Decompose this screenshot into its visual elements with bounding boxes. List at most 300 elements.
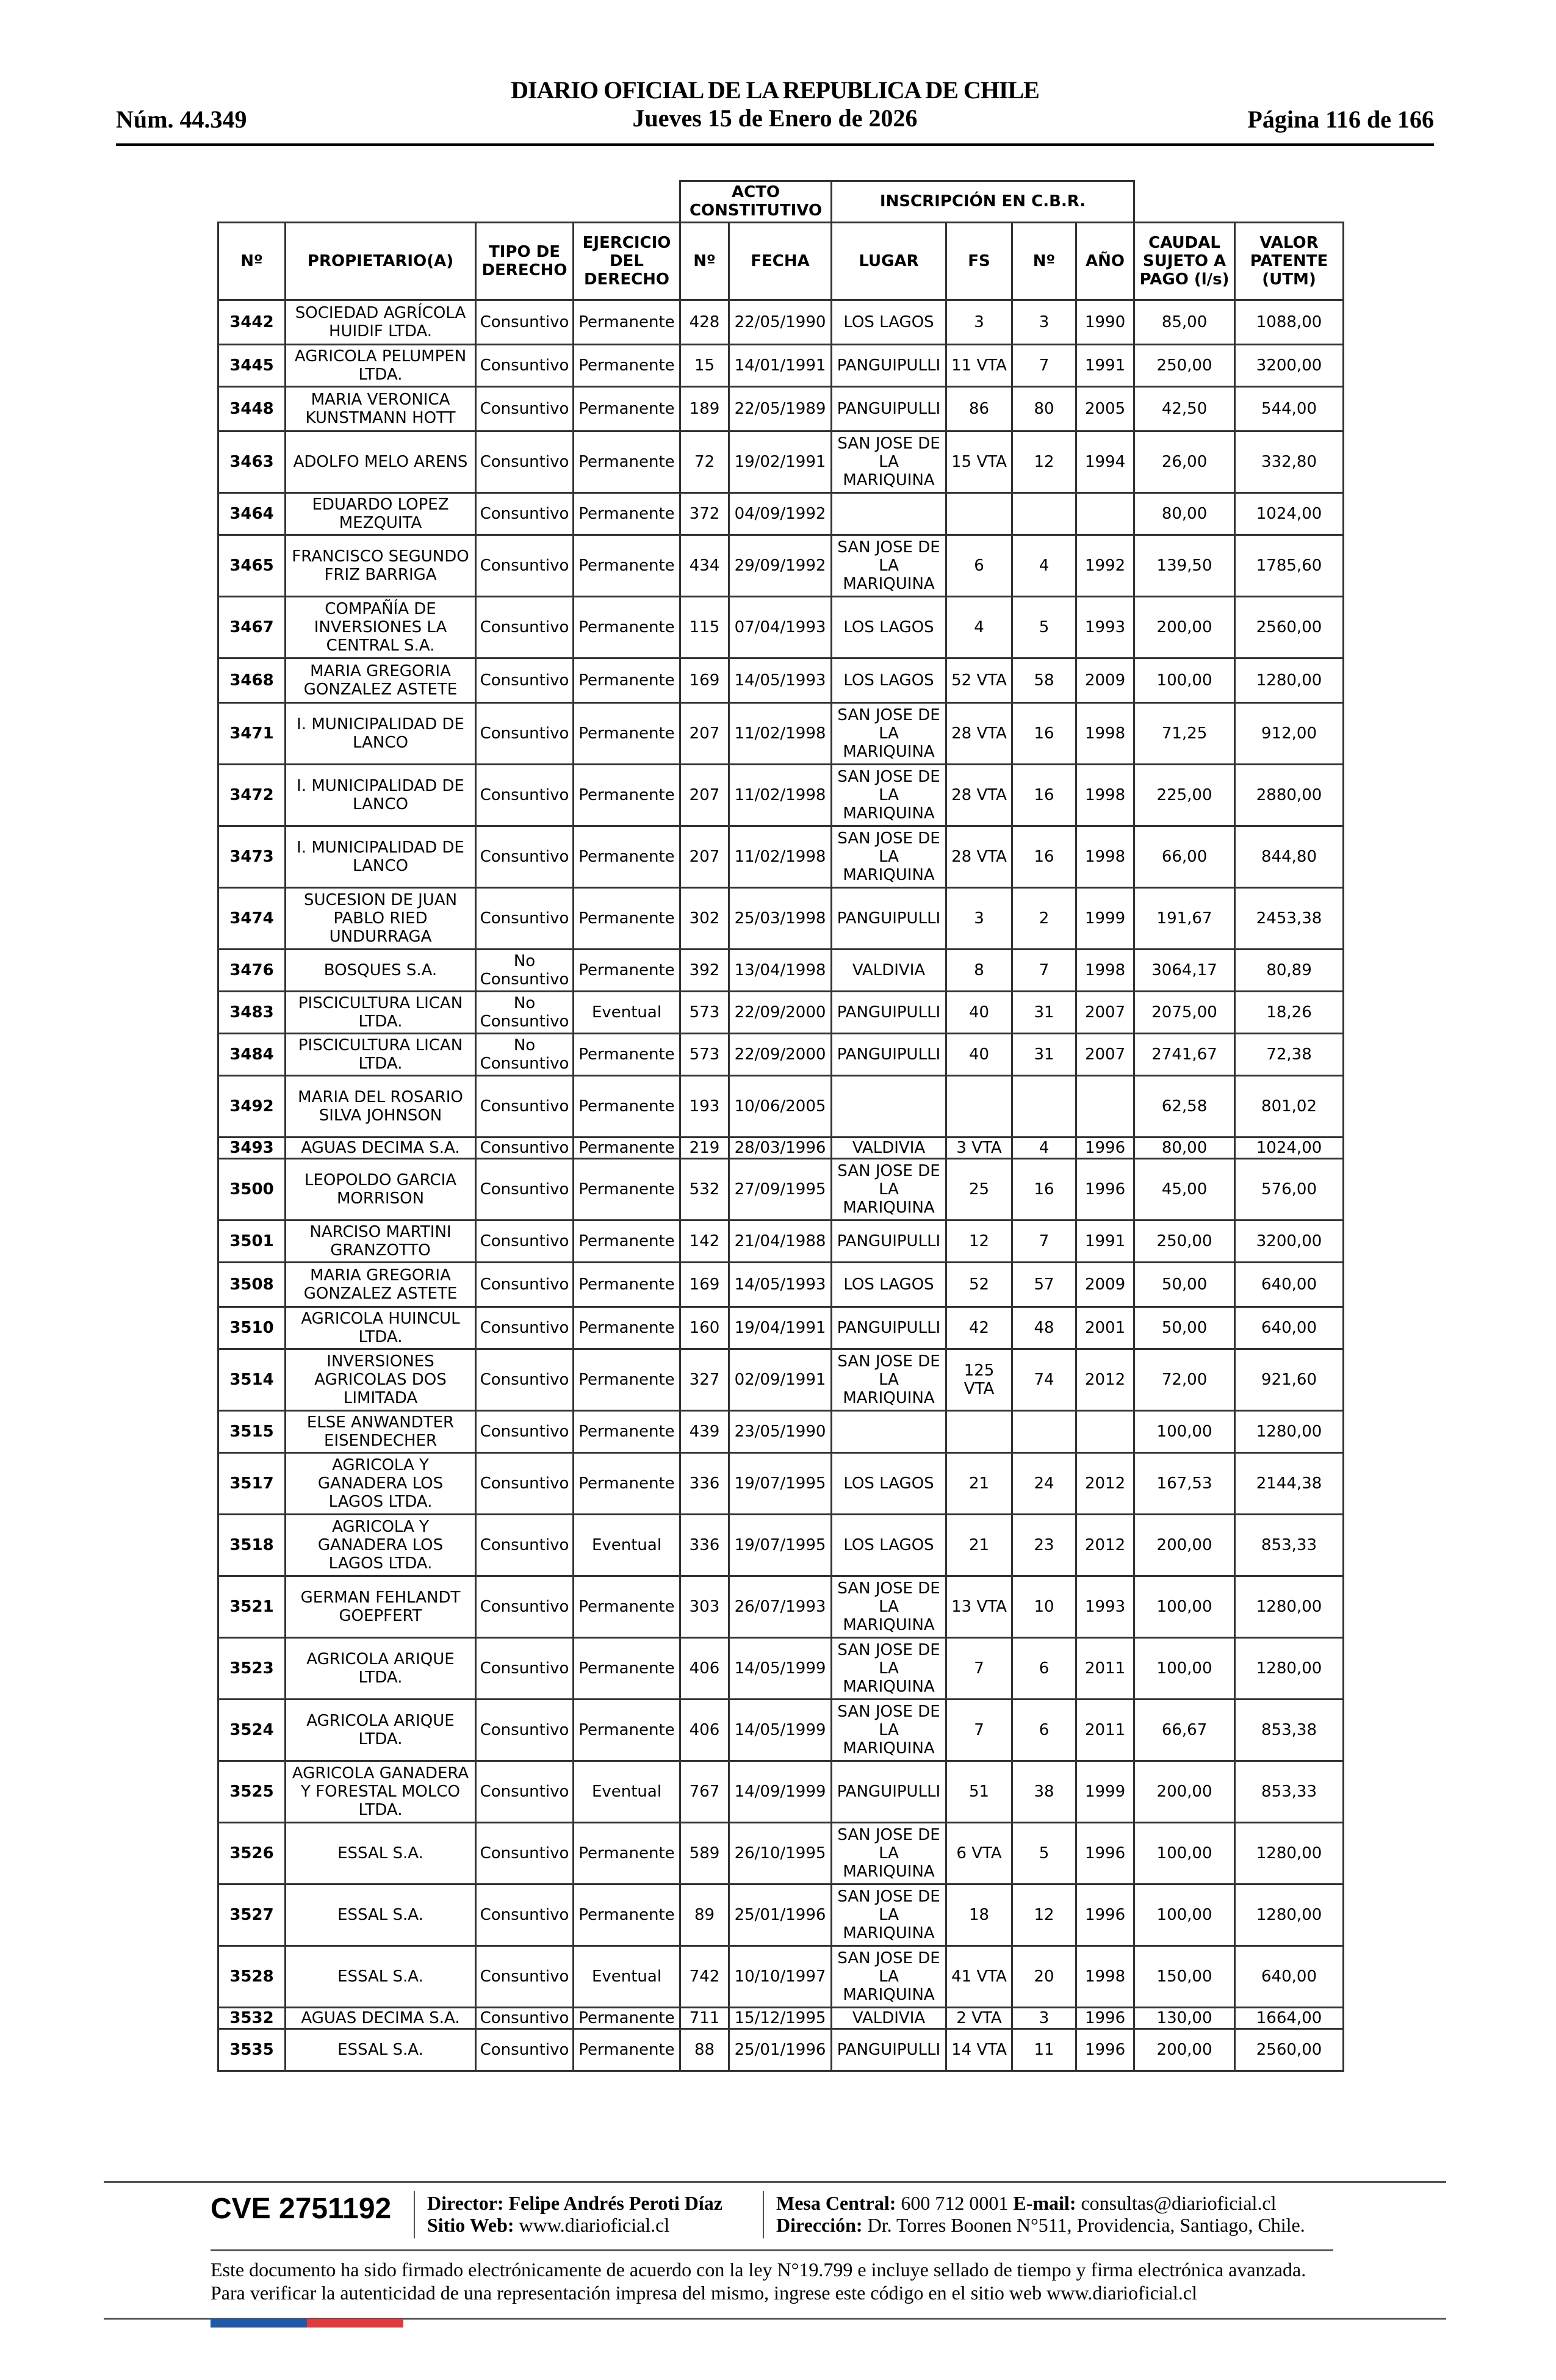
cell-lugar: SAN JOSE DE LA MARIQUINA	[832, 1822, 946, 1884]
cell-anio: 1992	[1076, 535, 1134, 596]
cell-caudal: 100,00	[1134, 1822, 1235, 1884]
flag-stripe-blue	[211, 2319, 307, 2328]
cell-fecha: 11/02/1998	[729, 764, 832, 826]
cell-propietario: I. MUNICIPALIDAD DE LANCO	[286, 702, 476, 764]
cell-anio: 1996	[1076, 2028, 1134, 2071]
cell-fs: 42	[946, 1307, 1012, 1349]
cell-row-num: 3483	[218, 991, 286, 1033]
cell-caudal: 250,00	[1134, 344, 1235, 386]
cell-fs: 14 VTA	[946, 2028, 1012, 2071]
cell-cbr-num: 4	[1012, 535, 1076, 596]
cell-caudal: 100,00	[1134, 658, 1235, 702]
cve-code: CVE 2751192	[211, 2193, 392, 2225]
cell-fecha: 29/09/1992	[729, 535, 832, 596]
cell-fecha: 14/05/1999	[729, 1637, 832, 1699]
cell-lugar: SAN JOSE DE LA MARIQUINA	[832, 1349, 946, 1410]
table-row	[218, 1884, 1344, 1945]
cell-valor: 640,00	[1235, 1307, 1344, 1349]
cell-propietario: ELSE ANWANDTER EISENDECHER	[286, 1410, 476, 1452]
cell-tipo-derecho: Consuntivo	[476, 1699, 574, 1761]
cell-lugar: LOS LAGOS	[832, 1514, 946, 1576]
cell-caudal: 66,67	[1134, 1699, 1235, 1761]
cell-anio: 1998	[1076, 1945, 1134, 2007]
cell-cbr-num: 58	[1012, 658, 1076, 702]
header-inscripcion-cbr: INSCRIPCIÓN EN C.B.R.	[832, 181, 1134, 223]
cell-fs: 52 VTA	[946, 658, 1012, 702]
cell-lugar: LOS LAGOS	[832, 1452, 946, 1514]
cell-anio: 1998	[1076, 949, 1134, 991]
cell-acto-num: 189	[680, 386, 729, 431]
cell-ejercicio: Permanente	[574, 1220, 680, 1262]
cell-fs: 6 VTA	[946, 1822, 1012, 1884]
cell-anio: 2012	[1076, 1349, 1134, 1410]
cell-row-num: 3508	[218, 1262, 286, 1307]
cell-lugar: SAN JOSE DE LA MARIQUINA	[832, 1884, 946, 1945]
cell-valor: 1088,00	[1235, 300, 1344, 344]
cell-ejercicio: Permanente	[574, 596, 680, 658]
cell-anio: 1993	[1076, 596, 1134, 658]
legal-notice: Este documento ha sido firmado electrónicamente de acuerdo con la ley N°19.799 e incluye sellado de tiempo y firma electrónica avanzada. Para verificar la autenticidad de una representación impresa del mismo, ingrese este código en el sitio web www.diarioficial.cl	[211, 2259, 1306, 2304]
cell-ejercicio: Eventual	[574, 1514, 680, 1576]
cell-caudal: 80,00	[1134, 1137, 1235, 1158]
col-header-anio: AÑO	[1076, 222, 1134, 300]
cell-lugar: PANGUIPULLI	[832, 1033, 946, 1075]
cell-acto-num: 392	[680, 949, 729, 991]
cell-tipo-derecho: Consuntivo	[476, 702, 574, 764]
cell-anio: 2009	[1076, 1262, 1134, 1307]
cell-caudal: 167,53	[1134, 1452, 1235, 1514]
cell-caudal: 45,00	[1134, 1158, 1235, 1220]
table-row	[218, 949, 1344, 991]
table-row	[218, 1576, 1344, 1637]
cell-cbr-num: 16	[1012, 826, 1076, 887]
table-row	[218, 1262, 1344, 1307]
table-row	[218, 702, 1344, 764]
cell-propietario: LEOPOLDO GARCIA MORRISON	[286, 1158, 476, 1220]
cell-caudal: 139,50	[1134, 535, 1235, 596]
cell-tipo-derecho: Consuntivo	[476, 535, 574, 596]
cell-anio: 1996	[1076, 1137, 1134, 1158]
cell-valor: 3200,00	[1235, 1220, 1344, 1262]
cell-propietario: MARIA GREGORIA GONZALEZ ASTETE	[286, 1262, 476, 1307]
cell-anio: 2007	[1076, 991, 1134, 1033]
cell-tipo-derecho: Consuntivo	[476, 1945, 574, 2007]
cell-tipo-derecho: Consuntivo	[476, 596, 574, 658]
cell-propietario: AGRICOLA Y GANADERA LOS LAGOS LTDA.	[286, 1452, 476, 1514]
cell-row-num: 3500	[218, 1158, 286, 1220]
table-row	[218, 596, 1344, 658]
cell-row-num: 3474	[218, 887, 286, 949]
cell-lugar: LOS LAGOS	[832, 658, 946, 702]
cell-row-num: 3473	[218, 826, 286, 887]
cell-fs: 7	[946, 1637, 1012, 1699]
cell-anio	[1076, 492, 1134, 535]
cell-ejercicio: Permanente	[574, 300, 680, 344]
col-header-acto-num: Nº	[680, 222, 729, 300]
cell-caudal: 130,00	[1134, 2007, 1235, 2028]
cell-acto-num: 336	[680, 1514, 729, 1576]
cell-lugar: LOS LAGOS	[832, 596, 946, 658]
cell-fecha: 19/07/1995	[729, 1452, 832, 1514]
table-row	[218, 1514, 1344, 1576]
cell-caudal: 26,00	[1134, 431, 1235, 492]
cell-fs: 3 VTA	[946, 1137, 1012, 1158]
cell-fecha: 19/04/1991	[729, 1307, 832, 1349]
cell-fecha: 07/04/1993	[729, 596, 832, 658]
cell-row-num: 3471	[218, 702, 286, 764]
cell-fs: 7	[946, 1699, 1012, 1761]
cell-lugar: PANGUIPULLI	[832, 1761, 946, 1822]
cell-caudal: 225,00	[1134, 764, 1235, 826]
cell-cbr-num: 7	[1012, 344, 1076, 386]
cell-lugar: SAN JOSE DE LA MARIQUINA	[832, 1158, 946, 1220]
cell-fecha: 11/02/1998	[729, 826, 832, 887]
cell-propietario: EDUARDO LOPEZ MEZQUITA	[286, 492, 476, 535]
cell-ejercicio: Permanente	[574, 344, 680, 386]
cell-lugar: SAN JOSE DE LA MARIQUINA	[832, 1637, 946, 1699]
cell-propietario: AGRICOLA HUINCUL LTDA.	[286, 1307, 476, 1349]
cell-acto-num: 193	[680, 1075, 729, 1137]
cell-lugar: PANGUIPULLI	[832, 1307, 946, 1349]
cell-acto-num: 15	[680, 344, 729, 386]
cell-acto-num: 207	[680, 764, 729, 826]
cell-anio: 1998	[1076, 826, 1134, 887]
cell-valor: 1280,00	[1235, 1884, 1344, 1945]
col-header-caudal: CAUDAL SUJETO A PAGO (l/s)	[1134, 222, 1235, 300]
cell-propietario: AGRICOLA GANADERA Y FORESTAL MOLCO LTDA.	[286, 1761, 476, 1822]
cell-tipo-derecho: Consuntivo	[476, 2028, 574, 2071]
cell-anio: 1998	[1076, 702, 1134, 764]
cell-fecha: 25/01/1996	[729, 2028, 832, 2071]
cell-ejercicio: Permanente	[574, 1349, 680, 1410]
table-row	[218, 1945, 1344, 2007]
cell-acto-num: 434	[680, 535, 729, 596]
cell-valor: 2560,00	[1235, 596, 1344, 658]
cell-row-num: 3528	[218, 1945, 286, 2007]
cell-valor: 853,33	[1235, 1761, 1344, 1822]
cell-acto-num: 742	[680, 1945, 729, 2007]
cell-row-num: 3521	[218, 1576, 286, 1637]
header-center	[116, 76, 1434, 132]
cell-row-num: 3517	[218, 1452, 286, 1514]
web-link[interactable]: www.diarioficial.cl	[519, 2214, 670, 2236]
cell-cbr-num: 16	[1012, 702, 1076, 764]
cell-ejercicio: Permanente	[574, 1884, 680, 1945]
flag-stripe-red	[307, 2319, 403, 2328]
cell-anio: 2011	[1076, 1637, 1134, 1699]
cell-valor: 544,00	[1235, 386, 1344, 431]
cell-row-num: 3463	[218, 431, 286, 492]
cell-lugar: PANGUIPULLI	[832, 386, 946, 431]
cell-row-num: 3492	[218, 1075, 286, 1137]
direccion-value: Dr. Torres Boonen N°511, Providencia, Santiago, Chile.	[867, 2214, 1305, 2236]
cell-anio: 1996	[1076, 1158, 1134, 1220]
cell-caudal: 71,25	[1134, 702, 1235, 764]
cell-row-num: 3515	[218, 1410, 286, 1452]
cell-cbr-num: 7	[1012, 949, 1076, 991]
cell-fs: 2 VTA	[946, 2007, 1012, 2028]
cell-fecha: 14/01/1991	[729, 344, 832, 386]
cell-row-num: 3518	[218, 1514, 286, 1576]
cell-cbr-num: 12	[1012, 1884, 1076, 1945]
cell-tipo-derecho: Consuntivo	[476, 1637, 574, 1699]
table-row	[218, 1349, 1344, 1410]
cell-ejercicio: Permanente	[574, 764, 680, 826]
cell-propietario: ESSAL S.A.	[286, 2028, 476, 2071]
cell-anio: 1991	[1076, 1220, 1134, 1262]
col-header-fecha: FECHA	[729, 222, 832, 300]
table-row	[218, 658, 1344, 702]
table-row	[218, 764, 1344, 826]
cell-fs	[946, 492, 1012, 535]
column-header-row	[218, 222, 1344, 300]
cell-anio: 2012	[1076, 1452, 1134, 1514]
email-link[interactable]: consultas@diarioficial.cl	[1081, 2192, 1277, 2214]
footer-divider-top	[104, 2181, 1446, 2183]
cell-row-num: 3476	[218, 949, 286, 991]
cell-tipo-derecho: Consuntivo	[476, 1158, 574, 1220]
web-label: Sitio Web:	[427, 2214, 514, 2236]
cell-acto-num: 439	[680, 1410, 729, 1452]
cell-fs: 21	[946, 1452, 1012, 1514]
group-header-row	[218, 181, 1344, 223]
cell-row-num: 3501	[218, 1220, 286, 1262]
cell-fecha: 27/09/1995	[729, 1158, 832, 1220]
cell-cbr-num: 31	[1012, 1033, 1076, 1075]
cell-fs: 28 VTA	[946, 826, 1012, 887]
cell-fs: 51	[946, 1761, 1012, 1822]
cell-ejercicio: Permanente	[574, 826, 680, 887]
cell-anio: 1996	[1076, 1822, 1134, 1884]
table-row	[218, 535, 1344, 596]
cell-acto-num: 336	[680, 1452, 729, 1514]
cell-anio: 1996	[1076, 2007, 1134, 2028]
cell-propietario: SUCESION DE JUAN PABLO RIED UNDURRAGA	[286, 887, 476, 949]
cell-caudal: 50,00	[1134, 1262, 1235, 1307]
cell-valor: 912,00	[1235, 702, 1344, 764]
cell-row-num: 3442	[218, 300, 286, 344]
cell-ejercicio: Permanente	[574, 949, 680, 991]
cell-fs: 3	[946, 300, 1012, 344]
cell-fs: 13 VTA	[946, 1576, 1012, 1637]
cell-cbr-num: 12	[1012, 431, 1076, 492]
cell-row-num: 3472	[218, 764, 286, 826]
cell-cbr-num: 3	[1012, 2007, 1076, 2028]
cell-row-num: 3448	[218, 386, 286, 431]
cell-fs: 28 VTA	[946, 702, 1012, 764]
cell-row-num: 3467	[218, 596, 286, 658]
cell-valor: 72,38	[1235, 1033, 1344, 1075]
table-row	[218, 492, 1344, 535]
cell-fecha: 04/09/1992	[729, 492, 832, 535]
cell-valor: 1280,00	[1235, 1637, 1344, 1699]
cell-tipo-derecho: Consuntivo	[476, 431, 574, 492]
cell-propietario: I. MUNICIPALIDAD DE LANCO	[286, 764, 476, 826]
cell-caudal: 62,58	[1134, 1075, 1235, 1137]
cell-cbr-num: 80	[1012, 386, 1076, 431]
cell-fecha: 22/09/2000	[729, 1033, 832, 1075]
cell-valor: 1664,00	[1235, 2007, 1344, 2028]
cell-valor: 1280,00	[1235, 1410, 1344, 1452]
cell-row-num: 3493	[218, 1137, 286, 1158]
cell-row-num: 3535	[218, 2028, 286, 2071]
cell-valor: 2880,00	[1235, 764, 1344, 826]
cell-lugar	[832, 1075, 946, 1137]
cell-anio: 1991	[1076, 344, 1134, 386]
cell-ejercicio: Permanente	[574, 431, 680, 492]
cell-ejercicio: Permanente	[574, 535, 680, 596]
cell-cbr-num: 31	[1012, 991, 1076, 1033]
col-header-num: Nº	[218, 222, 286, 300]
cell-propietario: ESSAL S.A.	[286, 1945, 476, 2007]
cell-anio: 2001	[1076, 1307, 1134, 1349]
cell-caudal: 191,67	[1134, 887, 1235, 949]
cell-ejercicio: Permanente	[574, 702, 680, 764]
cell-valor: 1024,00	[1235, 1137, 1344, 1158]
cell-cbr-num	[1012, 492, 1076, 535]
cell-cbr-num: 57	[1012, 1262, 1076, 1307]
director-label: Director:	[427, 2192, 504, 2214]
cell-propietario: AGRICOLA ARIQUE LTDA.	[286, 1699, 476, 1761]
cell-lugar	[832, 492, 946, 535]
table-row	[218, 1637, 1344, 1699]
cell-cbr-num: 7	[1012, 1220, 1076, 1262]
table-row	[218, 1410, 1344, 1452]
cell-cbr-num: 16	[1012, 1158, 1076, 1220]
cell-fecha: 25/01/1996	[729, 1884, 832, 1945]
cell-propietario: PISCICULTURA LICAN LTDA.	[286, 991, 476, 1033]
cell-lugar: VALDIVIA	[832, 2007, 946, 2028]
header-spacer	[218, 181, 680, 223]
cell-lugar: PANGUIPULLI	[832, 2028, 946, 2071]
col-header-propietario: PROPIETARIO(A)	[286, 222, 476, 300]
cell-propietario: I. MUNICIPALIDAD DE LANCO	[286, 826, 476, 887]
cell-cbr-num: 6	[1012, 1637, 1076, 1699]
cell-tipo-derecho: No Consuntivo	[476, 1033, 574, 1075]
cell-ejercicio: Permanente	[574, 658, 680, 702]
cell-anio: 1990	[1076, 300, 1134, 344]
footer-separator	[763, 2191, 764, 2238]
cell-propietario: ESSAL S.A.	[286, 1822, 476, 1884]
cell-fecha: 21/04/1988	[729, 1220, 832, 1262]
cell-propietario: AGUAS DECIMA S.A.	[286, 1137, 476, 1158]
cell-ejercicio: Permanente	[574, 1158, 680, 1220]
cell-acto-num: 372	[680, 492, 729, 535]
table-row	[218, 1075, 1344, 1137]
cell-ejercicio: Permanente	[574, 1576, 680, 1637]
table-row	[218, 1158, 1344, 1220]
header-acto-constitutivo: ACTO CONSTITUTIVO	[680, 181, 832, 223]
table-row	[218, 826, 1344, 887]
cell-propietario: FRANCISCO SEGUNDO FRIZ BARRIGA	[286, 535, 476, 596]
cell-tipo-derecho: Consuntivo	[476, 1452, 574, 1514]
cell-cbr-num: 5	[1012, 1822, 1076, 1884]
cell-acto-num: 207	[680, 702, 729, 764]
cell-row-num: 3464	[218, 492, 286, 535]
cell-valor: 844,80	[1235, 826, 1344, 887]
cell-fs: 41 VTA	[946, 1945, 1012, 2007]
cell-anio: 2007	[1076, 1033, 1134, 1075]
page-number: Página 116 de 166	[1247, 106, 1434, 133]
table-row	[218, 431, 1344, 492]
cell-lugar: VALDIVIA	[832, 949, 946, 991]
cell-acto-num: 573	[680, 991, 729, 1033]
cell-fs: 52	[946, 1262, 1012, 1307]
cell-caudal: 250,00	[1134, 1220, 1235, 1262]
cell-caudal: 66,00	[1134, 826, 1235, 887]
cell-anio: 1996	[1076, 1884, 1134, 1945]
cell-fecha: 23/05/1990	[729, 1410, 832, 1452]
cell-caudal: 42,50	[1134, 386, 1235, 431]
cell-fs: 11 VTA	[946, 344, 1012, 386]
cell-valor: 1024,00	[1235, 492, 1344, 535]
cell-acto-num: 303	[680, 1576, 729, 1637]
cell-valor: 801,02	[1235, 1075, 1344, 1137]
cell-row-num: 3524	[218, 1699, 286, 1761]
cell-ejercicio: Permanente	[574, 1033, 680, 1075]
table-row	[218, 1220, 1344, 1262]
mesa-label: Mesa Central:	[776, 2192, 896, 2214]
table-row	[218, 1137, 1344, 1158]
cell-valor: 576,00	[1235, 1158, 1344, 1220]
table-row	[218, 300, 1344, 344]
cell-caudal: 200,00	[1134, 2028, 1235, 2071]
cell-propietario: MARIA GREGORIA GONZALEZ ASTETE	[286, 658, 476, 702]
cell-fs: 15 VTA	[946, 431, 1012, 492]
cell-fecha: 13/04/1998	[729, 949, 832, 991]
mesa-phone: 600 712 0001	[901, 2192, 1009, 2214]
cell-fecha: 26/10/1995	[729, 1822, 832, 1884]
cell-tipo-derecho: Consuntivo	[476, 1262, 574, 1307]
cell-ejercicio: Permanente	[574, 1822, 680, 1884]
cell-tipo-derecho: Consuntivo	[476, 1514, 574, 1576]
cell-fs: 40	[946, 1033, 1012, 1075]
cell-tipo-derecho: Consuntivo	[476, 1137, 574, 1158]
cell-acto-num: 219	[680, 1137, 729, 1158]
cell-tipo-derecho: Consuntivo	[476, 764, 574, 826]
cell-cbr-num: 16	[1012, 764, 1076, 826]
water-rights-table	[217, 180, 1344, 2072]
cell-caudal: 72,00	[1134, 1349, 1235, 1410]
cell-tipo-derecho: Consuntivo	[476, 826, 574, 887]
cell-lugar: SAN JOSE DE LA MARIQUINA	[832, 1699, 946, 1761]
cell-fs: 28 VTA	[946, 764, 1012, 826]
cell-fecha: 22/09/2000	[729, 991, 832, 1033]
cell-anio: 2011	[1076, 1699, 1134, 1761]
cell-tipo-derecho: Consuntivo	[476, 658, 574, 702]
cell-tipo-derecho: Consuntivo	[476, 386, 574, 431]
cell-propietario: INVERSIONES AGRICOLAS DOS LIMITADA	[286, 1349, 476, 1410]
cell-ejercicio: Permanente	[574, 1637, 680, 1699]
cell-acto-num: 406	[680, 1699, 729, 1761]
cell-valor: 332,80	[1235, 431, 1344, 492]
cell-cbr-num	[1012, 1075, 1076, 1137]
cell-fecha: 10/10/1997	[729, 1945, 832, 2007]
publication-date: Jueves 15 de Enero de 2026	[632, 104, 918, 132]
footer-separator	[414, 2191, 415, 2238]
cell-cbr-num: 38	[1012, 1761, 1076, 1822]
cell-propietario: AGRICOLA PELUMPEN LTDA.	[286, 344, 476, 386]
cell-lugar: SAN JOSE DE LA MARIQUINA	[832, 431, 946, 492]
issue-number: Núm. 44.349	[116, 106, 247, 133]
cell-lugar	[832, 1410, 946, 1452]
cell-cbr-num: 74	[1012, 1349, 1076, 1410]
cell-propietario: PISCICULTURA LICAN LTDA.	[286, 1033, 476, 1075]
cell-acto-num: 88	[680, 2028, 729, 2071]
cell-anio: 2009	[1076, 658, 1134, 702]
cell-anio: 1993	[1076, 1576, 1134, 1637]
cell-acto-num: 327	[680, 1349, 729, 1410]
